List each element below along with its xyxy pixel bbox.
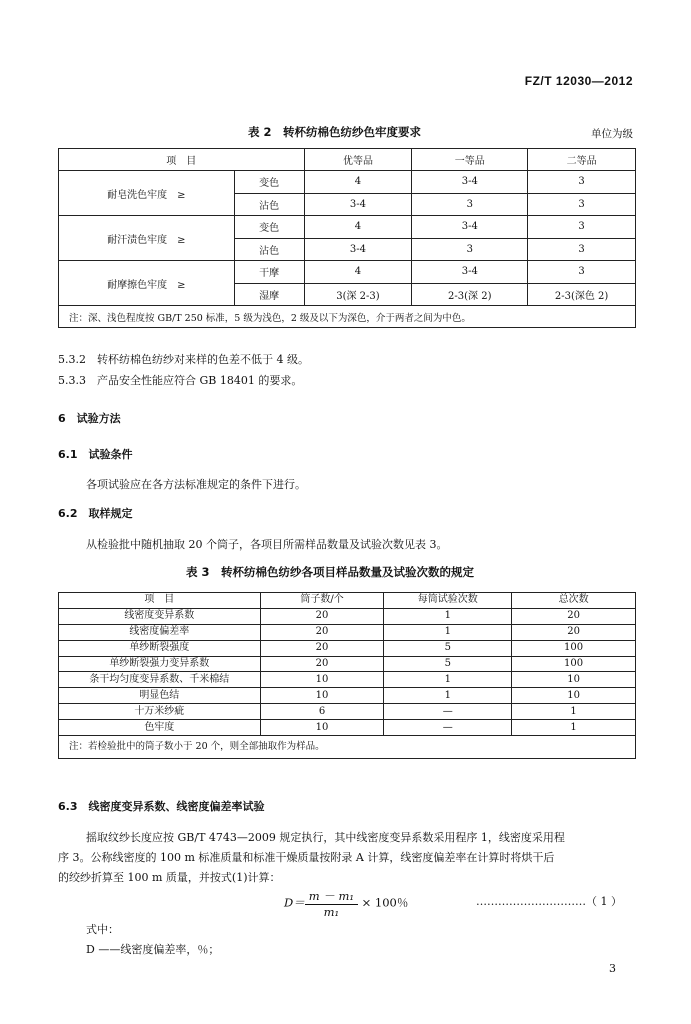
value-cell: 4	[304, 261, 412, 284]
value-cell: 20	[260, 656, 384, 672]
formula-1	[284, 888, 408, 919]
item-cell: 单纱断裂强力变异系数	[59, 656, 261, 672]
section-6-1-heading: 6.1 试验条件	[58, 448, 133, 461]
value-cell: 1	[512, 704, 636, 720]
value-cell: —	[384, 720, 512, 736]
value-cell: —	[384, 704, 512, 720]
table-row	[59, 704, 636, 720]
value-cell: 1	[384, 672, 512, 688]
item-cell: 线密度偏差率	[59, 624, 261, 640]
section-6-3-para-line3: 的绞纱折算至 100 m 质量，并按式(1)计算：	[58, 871, 281, 884]
value-cell: 3-4	[412, 171, 528, 194]
table3-note: 注：若检验批中的筒子数小于 20 个，则全部抽取作为样品。	[59, 736, 636, 759]
value-cell: 20	[260, 608, 384, 624]
item-cell: 单纱断裂强度	[59, 640, 261, 656]
value-cell: 1	[512, 720, 636, 736]
group-label: 耐汗渍色牢度 ≥	[59, 216, 235, 261]
sub-label: 干摩	[234, 261, 304, 284]
clause-5-3-2: 5.3.2 转杯纺棉色纺纱对来样的色差不低于 4 级。	[58, 353, 309, 366]
table-row	[59, 216, 636, 239]
table-row	[59, 688, 636, 704]
clause-5-3-3: 5.3.3 产品安全性能应符合 GB 18401 的要求。	[58, 374, 303, 387]
section-6-2-text: 从检验批中随机抽取 20 个筒子，各项目所需样品数量及试验次数见表 3。	[86, 538, 448, 551]
table2-header-item: 项 目	[59, 149, 305, 171]
value-cell: 100	[512, 640, 636, 656]
table-row	[59, 640, 636, 656]
where-label: 式中：	[86, 923, 119, 936]
value-cell: 1	[384, 688, 512, 704]
table-row	[59, 171, 636, 194]
section-6-3-para-line1: 摇取纹纱长度应按 GB/T 4743—2009 规定执行，其中线密度变异系数采用程序 1，线密度采用程	[86, 831, 565, 844]
value-cell: 4	[304, 216, 412, 239]
group-label: 耐摩擦色牢度 ≥	[59, 261, 235, 306]
value-cell: 10	[260, 688, 384, 704]
table-row	[59, 672, 636, 688]
table2-note: 注：深、浅色程度按 GB/T 250 标准，5 级为浅色，2 级及以下为深色，介于两者之间为中色。	[59, 306, 636, 328]
table2-header-second: 二等品	[528, 149, 636, 171]
table2-note-row	[59, 306, 636, 328]
section-6-heading: 6 试验方法	[58, 412, 121, 425]
value-cell: 3	[528, 261, 636, 284]
table-row	[59, 261, 636, 284]
value-cell: 20	[260, 624, 384, 640]
value-cell: 3(深 2-3)	[304, 283, 412, 306]
table3	[58, 592, 636, 759]
section-6-1-text: 各项试验应在各方法标准规定的条件下进行。	[86, 478, 306, 491]
section-6-3-heading: 6.3 线密度变异系数、线密度偏差率试验	[58, 800, 265, 813]
table3-note-row	[59, 736, 636, 759]
table2-header-premium: 优等品	[304, 149, 412, 171]
sub-label: 变色	[234, 216, 304, 239]
value-cell: 20	[512, 608, 636, 624]
table-row	[59, 608, 636, 624]
value-cell: 1	[384, 624, 512, 640]
table-row	[59, 624, 636, 640]
formula-reference: …………………………（ 1 ）	[476, 895, 622, 908]
formula-rhs: × 100％	[361, 895, 409, 910]
where-definition: D ——线密度偏差率，％；	[86, 943, 220, 956]
value-cell: 20	[512, 624, 636, 640]
value-cell: 10	[260, 672, 384, 688]
table-row	[59, 656, 636, 672]
value-cell: 5	[384, 656, 512, 672]
value-cell: 3	[412, 238, 528, 261]
value-cell: 3-4	[304, 238, 412, 261]
table3-header-item: 项 目	[59, 593, 261, 609]
value-cell: 3-4	[412, 261, 528, 284]
table3-header-total: 总次数	[512, 593, 636, 609]
item-cell: 线密度变异系数	[59, 608, 261, 624]
table2-header-first: 一等品	[412, 149, 528, 171]
formula-lhs: D＝	[284, 895, 305, 910]
value-cell: 3	[528, 171, 636, 194]
value-cell: 10	[260, 720, 384, 736]
item-cell: 明显色结	[59, 688, 261, 704]
value-cell: 3	[528, 193, 636, 216]
table2-header-row	[59, 149, 636, 171]
table2-caption: 表 2 转杯纺棉色纺纱色牢度要求	[248, 125, 422, 139]
value-cell: 3	[528, 238, 636, 261]
value-cell: 1	[384, 608, 512, 624]
sub-label: 沾色	[234, 238, 304, 261]
value-cell: 10	[512, 672, 636, 688]
section-6-2-heading: 6.2 取样规定	[58, 507, 133, 520]
item-cell: 色牢度	[59, 720, 261, 736]
table3-caption: 表 3 转杯纺棉色纺纱各项目样品数量及试验次数的规定	[186, 565, 475, 579]
table-row	[59, 720, 636, 736]
value-cell: 3	[528, 216, 636, 239]
item-cell: 条干均匀度变异系数、千米棉结	[59, 672, 261, 688]
standard-code: FZ/T 12030—2012	[524, 74, 633, 88]
page-number: 3	[609, 962, 616, 975]
value-cell: 3-4	[412, 216, 528, 239]
item-cell: 十万米纱疵	[59, 704, 261, 720]
value-cell: 4	[304, 171, 412, 194]
table2-unit: 单位为级	[591, 128, 633, 140]
formula-denominator: m₁	[323, 905, 340, 919]
table2	[58, 148, 636, 328]
group-label: 耐皂洗色牢度 ≥	[59, 171, 235, 216]
value-cell: 2-3(深色 2)	[528, 283, 636, 306]
section-6-3-para-line2: 序 3。公称线密度的 100 m 标准质量和标准干燥质量按附录 A 计算，线密度偏差率在计算时将烘干后	[58, 851, 555, 864]
table3-header-per-bobbin: 每筒试验次数	[384, 593, 512, 609]
value-cell: 2-3(深 2)	[412, 283, 528, 306]
value-cell: 100	[512, 656, 636, 672]
value-cell: 6	[260, 704, 384, 720]
sub-label: 变色	[234, 171, 304, 194]
formula-fraction	[305, 888, 358, 919]
sub-label: 湿摩	[234, 283, 304, 306]
table3-header-count: 筒子数/个	[260, 593, 384, 609]
value-cell: 3	[412, 193, 528, 216]
value-cell: 5	[384, 640, 512, 656]
sub-label: 沾色	[234, 193, 304, 216]
value-cell: 20	[260, 640, 384, 656]
formula-numerator: m － m₁	[305, 888, 358, 905]
value-cell: 10	[512, 688, 636, 704]
value-cell: 3-4	[304, 193, 412, 216]
table3-header-row	[59, 593, 636, 609]
